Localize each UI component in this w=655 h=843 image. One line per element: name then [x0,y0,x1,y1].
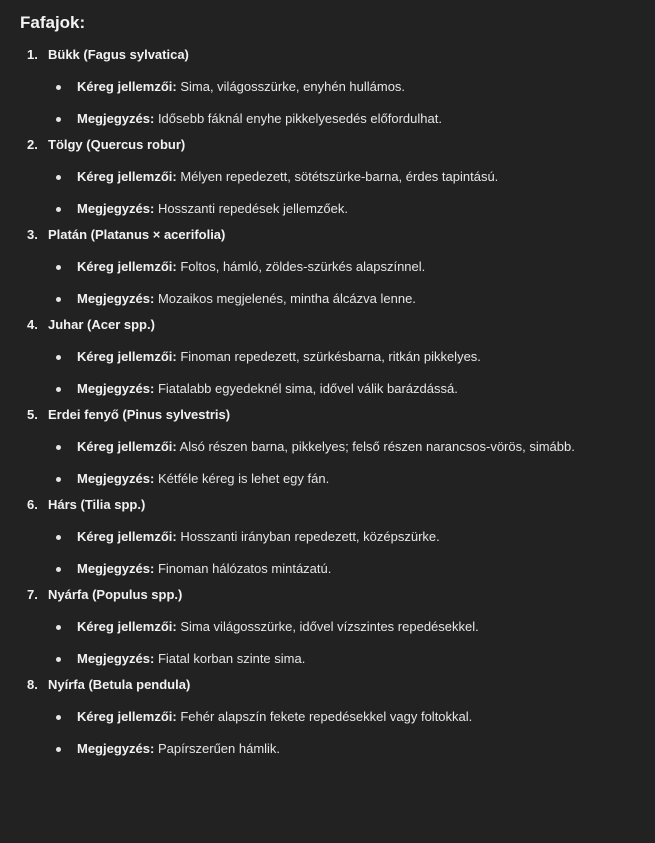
page-heading: Fafajok: [20,13,86,32]
prop-value: Fehér alapszín fekete repedésekkel vagy foltokkal. [180,709,473,724]
species-item-8 [20,677,635,757]
species-props [20,169,635,217]
species-number: 5. [27,407,38,422]
species-name: Tölgy (Quercus robur) [48,137,186,152]
species-item-2 [20,137,635,217]
prop-key: Kéreg jellemzői: [77,169,177,184]
prop-item [20,471,635,487]
prop-value: Finoman repedezett, szürkésbarna, ritkán pikkelyes. [180,349,481,364]
prop-key: Kéreg jellemzői: [77,709,177,724]
prop-item [20,619,635,635]
species-title [20,137,635,153]
species-item-3 [20,227,635,307]
bullet-icon [56,477,61,482]
bullet-icon [56,445,61,450]
prop-key: Megjegyzés: [77,291,155,306]
bullet-icon [56,85,61,90]
prop-value: Hosszanti irányban repedezett, középszürke. [180,529,440,544]
bullet-icon [56,175,61,180]
prop-key: Megjegyzés: [77,471,155,486]
prop-key: Megjegyzés: [77,381,155,396]
bullet-icon [56,567,61,572]
prop-item [20,291,635,307]
bullet-icon [56,355,61,360]
prop-key: Megjegyzés: [77,111,155,126]
prop-value: Sima világosszürke, idővel vízszintes repedésekkel. [180,619,479,634]
species-number: 6. [27,497,38,512]
species-list [20,47,635,757]
prop-item [20,111,635,127]
prop-item [20,651,635,667]
species-item-7 [20,587,635,667]
species-name: Juhar (Acer spp.) [48,317,155,332]
prop-item [20,439,635,455]
species-title [20,407,635,423]
species-title [20,677,635,693]
prop-value: Alsó részen barna, pikkelyes; felső részen narancsos-vörös, simább. [179,439,575,454]
bullet-icon [56,657,61,662]
species-number: 8. [27,677,38,692]
prop-key: Megjegyzés: [77,561,155,576]
prop-key: Kéreg jellemzői: [77,439,177,454]
prop-value: Foltos, hámló, zöldes-szürkés alapszínnel. [180,259,426,274]
prop-item [20,561,635,577]
prop-key: Kéreg jellemzői: [77,619,177,634]
prop-item [20,201,635,217]
bullet-icon [56,297,61,302]
prop-item [20,169,635,185]
prop-value: Fiatalabb egyedeknél sima, idővel válik barázdássá. [157,381,458,396]
prop-key: Kéreg jellemzői: [77,79,177,94]
species-name: Nyárfa (Populus spp.) [48,587,183,602]
species-name: Bükk (Fagus sylvatica) [48,47,189,62]
prop-key: Kéreg jellemzői: [77,259,177,274]
species-item-5 [20,407,635,487]
species-props [20,619,635,667]
species-number: 3. [27,227,38,242]
species-item-4 [20,317,635,397]
bullet-icon [56,625,61,630]
prop-key: Kéreg jellemzői: [77,349,177,364]
species-props [20,349,635,397]
prop-item [20,529,635,545]
species-props [20,79,635,127]
prop-value: Papírszerűen hámlik. [157,741,281,756]
prop-item [20,709,635,725]
prop-value: Mélyen repedezett, sötétszürke-barna, érdes tapintású. [180,169,499,184]
species-props [20,259,635,307]
prop-item [20,259,635,275]
bullet-icon [56,207,61,212]
prop-value: Sima, világosszürke, enyhén hullámos. [180,79,406,94]
species-title [20,587,635,603]
bullet-icon [56,535,61,540]
bullet-icon [56,715,61,720]
species-props [20,529,635,577]
bullet-icon [56,117,61,122]
species-name: Platán (Platanus × acerifolia) [48,227,226,242]
bullet-icon [56,747,61,752]
species-name: Erdei fenyő (Pinus sylvestris) [48,407,231,422]
species-title [20,47,635,63]
species-number: 7. [27,587,38,602]
prop-key: Kéreg jellemzői: [77,529,177,544]
species-item-1 [20,47,635,127]
bullet-icon [56,265,61,270]
species-title [20,227,635,243]
prop-value: Kétféle kéreg is lehet egy fán. [157,471,330,486]
prop-item [20,381,635,397]
species-item-6 [20,497,635,577]
prop-item [20,79,635,95]
prop-value: Finoman hálózatos mintázatú. [157,561,332,576]
prop-value: Mozaikos megjelenés, mintha álcázva lenne. [157,291,416,306]
bullet-icon [56,387,61,392]
species-number: 4. [27,317,38,332]
prop-key: Megjegyzés: [77,741,155,756]
species-title [20,317,635,333]
species-title [20,497,635,513]
prop-item [20,741,635,757]
prop-item [20,349,635,365]
prop-key: Megjegyzés: [77,201,155,216]
species-name: Nyírfa (Betula pendula) [48,677,191,692]
species-name: Hárs (Tilia spp.) [48,497,146,512]
prop-key: Megjegyzés: [77,651,155,666]
species-props [20,709,635,757]
species-props [20,439,635,487]
prop-value: Hosszanti repedések jellemzőek. [157,201,348,216]
species-number: 1. [27,47,38,62]
prop-value: Idősebb fáknál enyhe pikkelyesedés előfordulhat. [157,111,442,126]
species-number: 2. [27,137,38,152]
prop-value: Fiatal korban szinte sima. [157,651,306,666]
